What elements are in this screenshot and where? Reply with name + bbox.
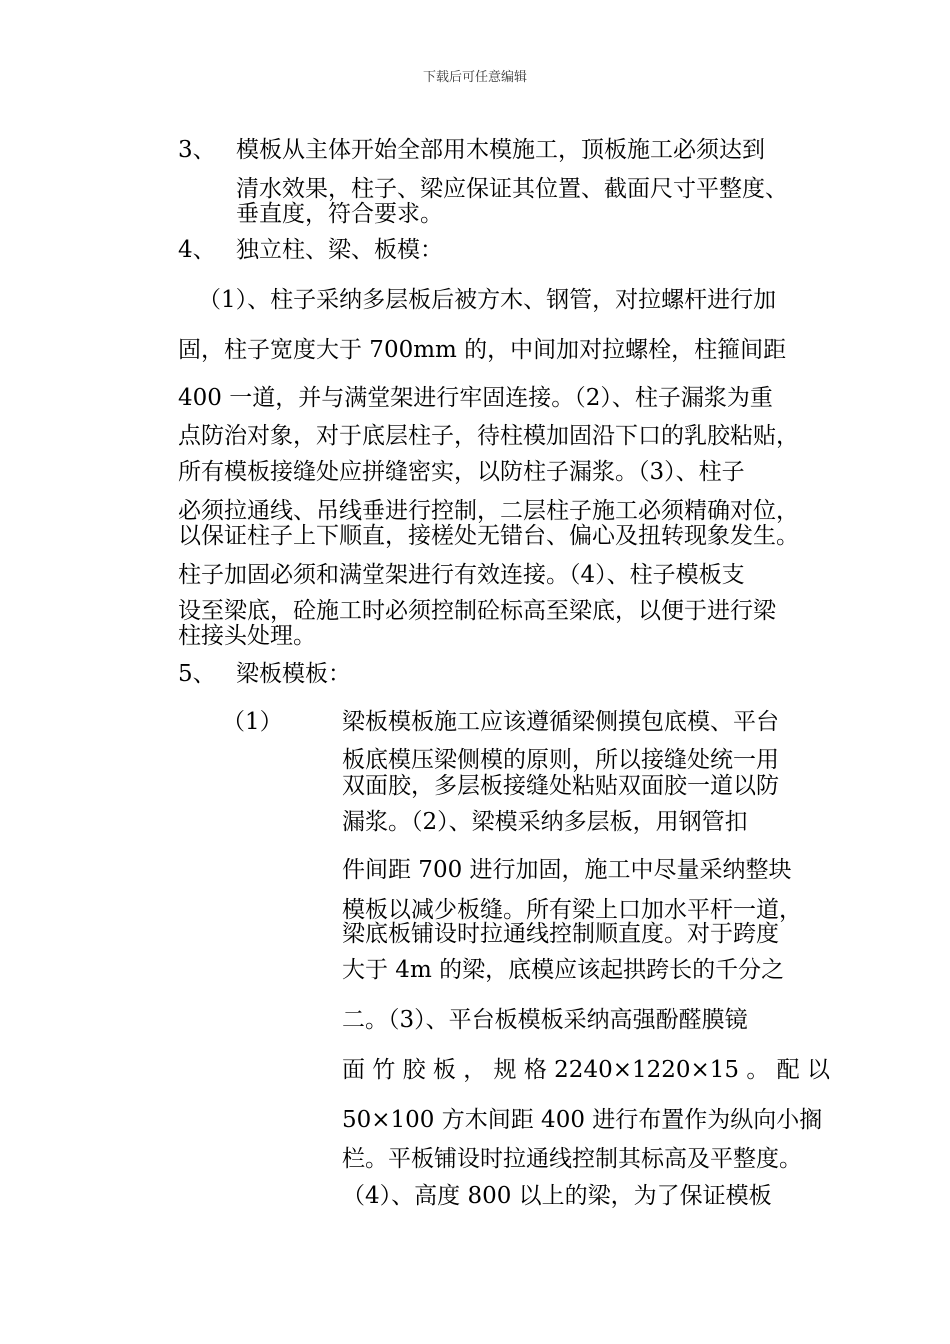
sub-item-line-8: 大于 4m 的梁，底模应该起拱跨长的千分之 — [342, 957, 785, 983]
sub-item-line-11: 50×100 方木间距 400 进行布置作为纵向小搁 — [342, 1107, 823, 1133]
item-4-line-1: 独立柱、梁、板模： — [236, 237, 443, 263]
sub-item-line-6: 模板以减少板缝。所有梁上口加水平杆一道， — [342, 897, 802, 923]
sub-item-line-13: （4）、高度 800 以上的梁，为了保证模板 — [342, 1183, 772, 1209]
item-number-4: 4、 — [178, 237, 216, 263]
item-3-line-2: 清水效果，柱子、梁应保证其位置、截面尺寸平整度、 — [236, 176, 788, 202]
sub-item-number-1: （1） — [222, 709, 283, 735]
sub-item-line-5: 件间距 700 进行加固，施工中尽量采纳整块 — [342, 857, 792, 883]
paragraph-line-7: 以保证柱子上下顺直，接槎处无错台、偏心及扭转现象发生。 — [178, 523, 799, 549]
paragraph-line-1: （1）、柱子采纳多层板后被方木、钢管，对拉螺杆进行加 — [198, 287, 777, 313]
paragraph-line-4: 点防治对象，对于底层柱子，待柱模加固沿下口的乳胶粘贴， — [178, 423, 799, 449]
paragraph-line-3: 400 一道，并与满堂架进行牢固连接。（2）、柱子漏浆为重 — [178, 385, 773, 411]
paragraph-line-9: 设至梁底，砼施工时必须控制砼标高至梁底，以便于进行梁 — [178, 598, 776, 624]
sub-item-line-4: 漏浆。（2）、梁模采纳多层板，用钢管扣 — [342, 809, 748, 835]
item-5-line-1: 梁板模板： — [236, 661, 351, 687]
item-number-5: 5、 — [178, 661, 216, 687]
sub-item-line-9: 二。（3）、平台板模板采纳高强酚醛膜镜 — [342, 1007, 748, 1033]
item-3-line-3: 垂直度，符合要求。 — [236, 201, 443, 227]
item-number-3: 3、 — [178, 137, 216, 163]
paragraph-line-10: 柱接头处理。 — [178, 623, 316, 649]
paragraph-line-8: 柱子加固必须和满堂架进行有效连接。（4）、柱子模板支 — [178, 562, 745, 588]
item-3-line-1: 模板从主体开始全部用木模施工，顶板施工必须达到 — [236, 137, 765, 163]
sub-item-line-1: 梁板模板施工应该遵循梁侧摸包底模、平台 — [342, 709, 779, 735]
page-header: 下载后可任意编辑 — [422, 70, 527, 85]
sub-item-line-10: 面 竹 胶 板 ， 规 格 2240×1220×15 。 配 以 — [342, 1057, 830, 1083]
sub-item-line-3: 双面胶，多层板接缝处粘贴双面胶一道以防 — [342, 773, 779, 799]
paragraph-line-6: 必须拉通线、吊线垂进行控制，二层柱子施工必须精确对位， — [178, 498, 799, 524]
sub-item-line-12: 栏。平板铺设时拉通线控制其标高及平整度。 — [342, 1146, 802, 1172]
sub-item-line-2: 板底模压梁侧模的原则，所以接缝处统一用 — [342, 747, 779, 773]
paragraph-line-5: 所有模板接缝处应拼缝密实，以防柱子漏浆。（3）、柱子 — [178, 459, 745, 485]
paragraph-line-2: 固，柱子宽度大于 700mm 的，中间加对拉螺栓，柱箍间距 — [178, 337, 787, 363]
sub-item-line-7: 梁底板铺设时拉通线控制顺直度。对于跨度 — [342, 921, 779, 947]
